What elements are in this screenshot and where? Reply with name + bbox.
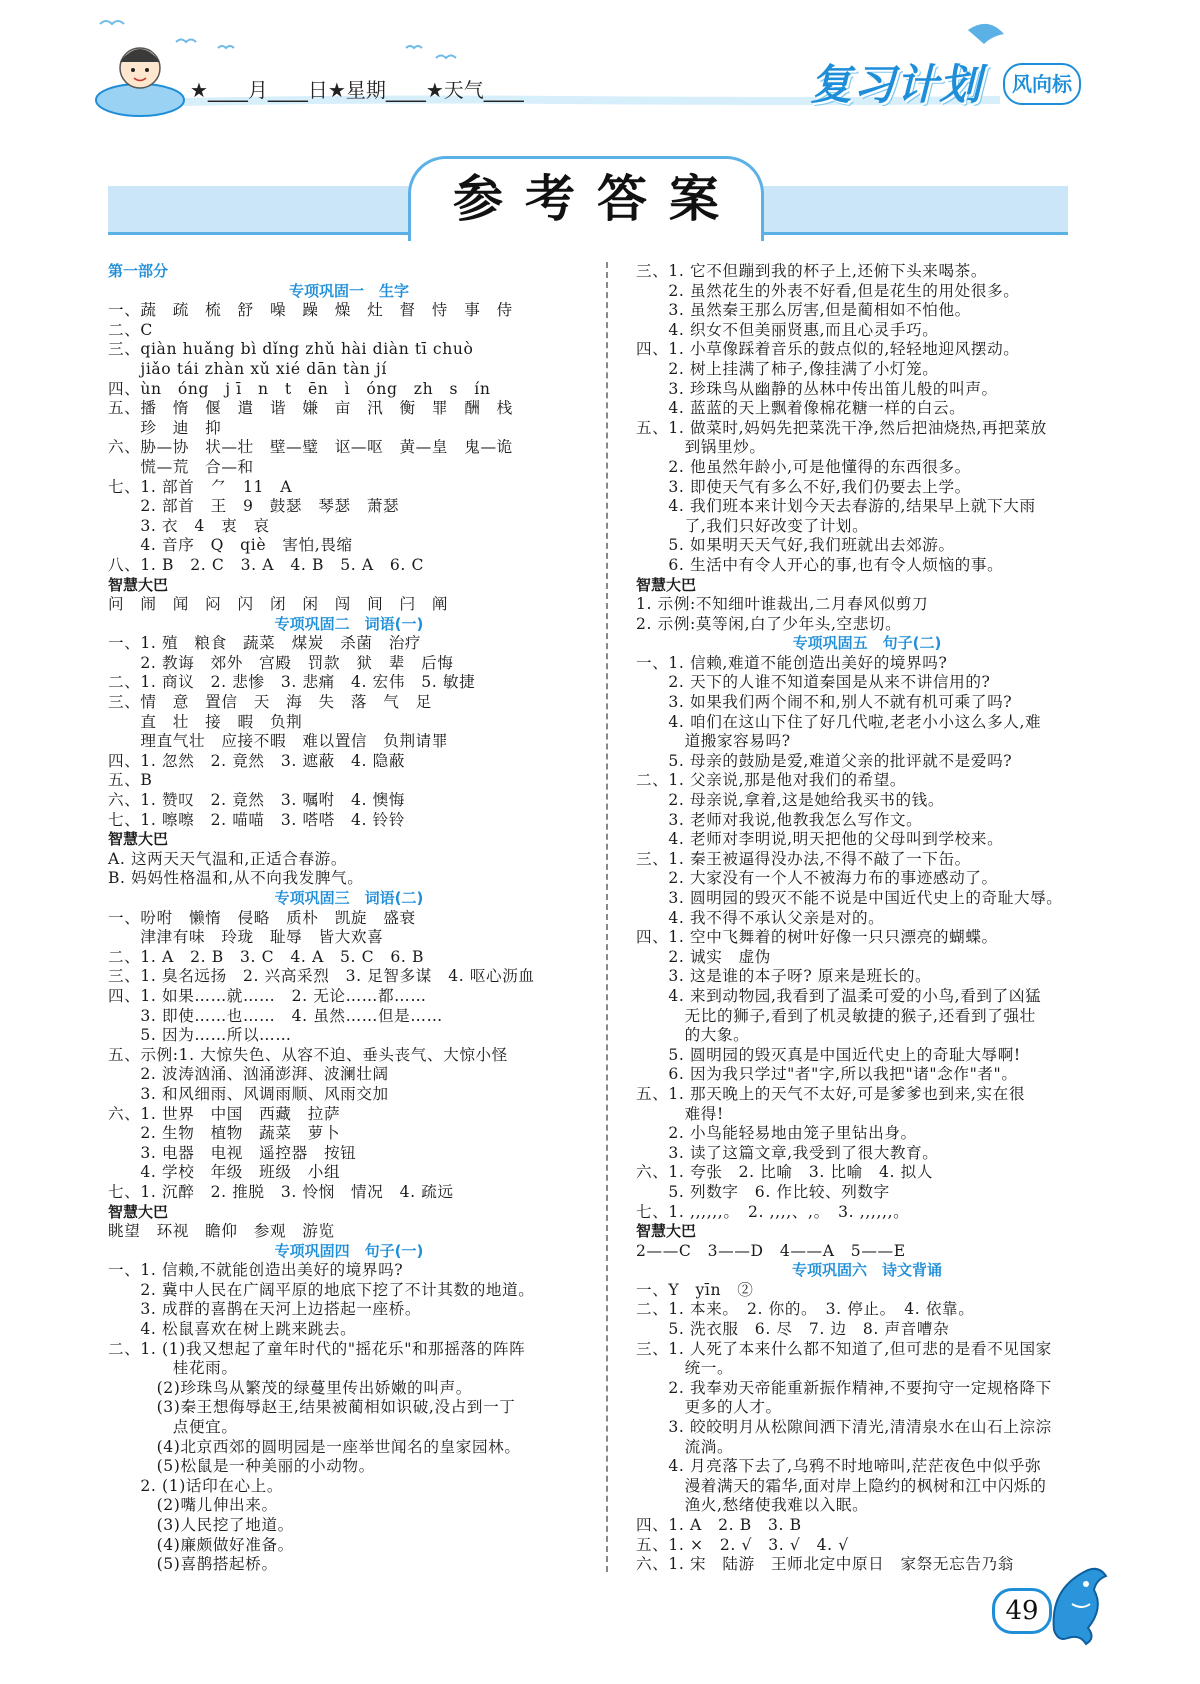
answer-line: 5. 列数字 6. 作比较、列数字 — [636, 1182, 890, 1201]
answer-line: 珍 迪 抑 — [108, 418, 222, 437]
answer-line: 2. 我奉劝天帝能重新振作精神,不要拘守一定规格降下 — [636, 1378, 1052, 1397]
answer-line: 七、1. ,,,,,,。 2. ,,,,、,。 3. ,,,,,,。 — [636, 1202, 910, 1221]
answer-line: 4. 织女不但美丽贤惠,而且心灵手巧。 — [636, 320, 939, 339]
answer-line: 五、1. 那天晚上的天气不太好,可是爹爹也到来,实在很 — [636, 1084, 1026, 1103]
answer-line: 七、1. 部首 ⺈ 11 A — [108, 477, 293, 496]
answer-line: 三、1. 它不但蹦到我的杯子上,还俯下头来喝茶。 — [636, 262, 988, 280]
child-mascot-icon — [96, 48, 184, 116]
answer-line: 四、1. 小草像踩着音乐的鼓点似的,轻轻地迎风摆动。 — [636, 340, 1020, 359]
answer-line: 流淌。 — [636, 1437, 734, 1456]
answer-line: 四、1. 如果……就…… 2. 无论……都…… — [108, 986, 427, 1005]
answer-line: 一、1. 信赖,不就能创造出美好的境界吗? — [108, 1261, 404, 1280]
bonus-heading: 智慧大巴 — [636, 575, 697, 594]
answer-line: 5. 如果明天天气好,我们班就出去郊游。 — [636, 536, 955, 555]
page-title: 参考答案 — [453, 170, 741, 228]
answer-line: 无比的狮子,看到了机灵敏捷的猴子,还看到了强壮 — [636, 1006, 1036, 1025]
answer-line: 4. 月亮落下去了,乌鸦不时地啼叫,茫茫夜色中似乎弥 — [636, 1457, 1042, 1476]
answer-line: 2. (1)话印在心上。 — [108, 1476, 284, 1495]
bonus-heading: 智慧大巴 — [108, 830, 169, 849]
answer-line: 四、1. 忽然 2. 竟然 3. 遮蔽 4. 隐蔽 — [108, 751, 406, 770]
answer-line: 4. 我们班本来计划今天去春游的,结果早上就下大雨 — [636, 497, 1036, 516]
answer-line: 5. 因为……所以…… — [108, 1026, 292, 1045]
part-heading: 第一部分 — [108, 262, 169, 280]
answer-line: 五、1. 做菜时,妈妈先把菜洗干净,然后把油烧热,再把菜放 — [636, 418, 1047, 437]
answer-line: 统一。 — [636, 1359, 734, 1378]
answer-line: 四、ùn óng j ī n t ēn ì óng zh s ín — [108, 379, 491, 398]
answer-line: 2. 他虽然年龄小,可是他懂得的东西很多。 — [636, 457, 971, 476]
answer-line: 津津有味 玲珑 耻辱 皆大欢喜 — [108, 928, 384, 947]
answer-line: 3. 成群的喜鹊在天河上边搭起一座桥。 — [108, 1300, 422, 1319]
answer-line: 2. 小鸟能轻易地由笼子里钻出身。 — [636, 1124, 917, 1143]
answer-line: 2. 虽然花生的外表不好看,但是花生的用处很多。 — [636, 281, 1020, 300]
answer-line: 4. 松鼠喜欢在树上跳来跳去。 — [108, 1320, 357, 1339]
answer-line: 2. 教诲 郊外 宫殿 罚款 狱 辈 后悔 — [108, 653, 454, 672]
answer-line: (2)嘴儿伸出来。 — [108, 1496, 278, 1515]
answers-right-column — [636, 262, 1098, 1575]
answer-line: 六、胁—协 状—壮 壁—璧 讴—呕 黄—皇 鬼—诡 — [108, 438, 513, 457]
answer-line: 二、1. 本来。 2. 你的。 3. 停止。 4. 依靠。 — [636, 1300, 975, 1319]
answer-line: 4. 咱们在这山下住了好几代啦,老老小小这么多人,难 — [636, 712, 1042, 731]
answer-line: 2. 天下的人谁不知道秦国是从来不讲信用的? — [636, 673, 991, 692]
answer-line: 漫着满天的霜华,面对岸上隐约的枫树和江中闪烁的 — [636, 1476, 1047, 1495]
answer-line: 五、示例:1. 大惊失色、从容不迫、垂头丧气、大惊小怪 — [108, 1045, 508, 1064]
answer-line: 一、1. 信赖,难道不能创造出美好的境界吗? — [636, 653, 948, 672]
answer-line: 3. 珍珠鸟从幽静的丛林中传出笛儿般的叫声。 — [636, 379, 998, 398]
answer-line: 6. 生活中有令人开心的事,也有令人烦恼的事。 — [636, 555, 1004, 574]
answer-line: 更多的人才。 — [636, 1398, 782, 1417]
answer-line: 五、播 惰 偃 遣 谐 嫌 亩 汛 衡 罪 酬 栈 — [108, 399, 513, 418]
answer-line: 2. 冀中人民在广阔平原的地底下挖了不计其数的地道。 — [108, 1280, 535, 1299]
answer-line: 2. 大家没有一个人不被海力布的事迹感动了。 — [636, 869, 998, 888]
answers-left-column — [108, 262, 590, 1575]
brand-title: 复习计划 — [810, 60, 983, 109]
answer-line: 三、1. 人死了本来什么都不知道了,但可悲的是看不见国家 — [636, 1339, 1052, 1358]
answer-line: 2. 部首 王 9 鼓瑟 琴瑟 萧瑟 — [108, 497, 400, 516]
answer-line: 2. 树上挂满了柿子,像挂满了小灯笼。 — [636, 359, 939, 378]
column-divider — [606, 262, 608, 1572]
answer-line: 5. 圆明园的毁灭真是中国近代史上的奇耻大辱啊! — [636, 1045, 1021, 1064]
answer-line: 二、1. 父亲说,那是他对我们的希望。 — [636, 771, 907, 790]
answer-line: 眺望 环视 瞻仰 参观 游览 — [108, 1222, 335, 1241]
section-heading: 专项巩固一 生字 — [288, 281, 409, 300]
page-number: 49 — [992, 1588, 1052, 1634]
answer-line: 3. 即使……也…… 4. 虽然……但是…… — [108, 1006, 443, 1025]
answer-line: 了,我们只好改变了计划。 — [636, 516, 869, 535]
answer-line: 五、B — [108, 771, 153, 790]
section-heading: 专项巩固四 句子(一) — [274, 1241, 424, 1260]
answer-line: 3. 电器 电视 遥控器 按钮 — [108, 1143, 357, 1162]
title-box — [408, 156, 764, 241]
answer-line: 5. 母亲的鼓励是爱,难道父亲的批评就不是爱吗? — [636, 751, 1013, 770]
answer-line: 问 闹 闻 闷 闪 闭 闲 闯 间 闩 阐 — [108, 595, 449, 614]
answer-line: 七、1. 嚓嚓 2. 喵喵 3. 嗒嗒 4. 铃铃 — [108, 810, 406, 829]
answer-line: 3. 即使天气有多么不好,我们仍要去上学。 — [636, 477, 971, 496]
answer-line: 2. 母亲说,拿着,这是她给我买书的钱。 — [636, 791, 945, 810]
answer-line: 一、Y yīn ② — [636, 1280, 754, 1299]
answer-line: 理直气壮 应接不暇 难以置信 负荆请罪 — [108, 732, 449, 751]
answer-line: 四、1. 空中飞舞着的树叶好像一只只漂亮的蝴蝶。 — [636, 928, 998, 947]
section-heading: 专项巩固六 诗文背诵 — [791, 1261, 942, 1280]
answer-line: 2. 诚实 虚伪 — [636, 947, 771, 966]
answer-line: B. 妈妈性格温和,从不向我发脾气。 — [108, 869, 364, 888]
section-heading: 专项巩固三 词语(二) — [274, 889, 424, 907]
answer-line: 一、1. 殖 粮食 蔬菜 煤炭 杀菌 治疗 — [108, 634, 422, 653]
answer-line: 3. 老师对我说,他教我怎么写作文。 — [636, 810, 923, 829]
answer-line: 4. 学校 年级 班级 小组 — [108, 1163, 341, 1182]
answer-line: 3. 读了这篇文章,我受到了很大教育。 — [636, 1143, 939, 1162]
answer-line: 七、1. 沉醉 2. 推脱 3. 怜悯 情况 4. 疏远 — [108, 1182, 454, 1201]
answer-line: 六、1. 夸张 2. 比喻 3. 比喻 4. 拟人 — [636, 1163, 934, 1182]
answer-line: 5. 洗衣服 6. 尽 7. 边 8. 声音嘈杂 — [636, 1320, 950, 1339]
answer-line: 2——C 3——D 4——A 5——E — [636, 1241, 906, 1260]
answer-line: 直 壮 接 暇 负荆 — [108, 712, 303, 731]
answer-line: (5)松鼠是一种美丽的小动物。 — [108, 1457, 375, 1476]
answer-line: 1. 示例:不知细叶谁裁出,二月春风似剪刀 — [636, 595, 929, 614]
answer-line: 3. 和风细雨、风调雨顺、风雨交加 — [108, 1084, 389, 1103]
dolphin-logo-icon — [968, 24, 1004, 44]
answer-line: 到锅里炒。 — [636, 438, 766, 457]
answer-line: (4)北京西郊的圆明园是一座举世闻名的皇家园林。 — [108, 1437, 521, 1456]
answer-line: 三、1. 臭名远扬 2. 兴高采烈 3. 足智多谋 4. 呕心沥血 — [108, 967, 535, 986]
answer-line: 4. 老师对李明说,明天把他的父母叫到学校来。 — [636, 830, 1004, 849]
answer-line: 3. 虽然秦王那么厉害,但是蔺相如不怕他。 — [636, 301, 971, 320]
answer-line: 八、1. B 2. C 3. A 4. B 5. A 6. C — [108, 555, 425, 574]
answer-line: 3. 圆明园的毁灭不能不说是中国近代史上的奇耻大辱。 — [636, 889, 1063, 907]
answer-line: (5)喜鹊搭起桥。 — [108, 1555, 278, 1574]
answer-line: 2. 示例:莫等闲,白了少年头,空悲切。 — [636, 614, 902, 633]
answer-line: 2. 生物 植物 蔬菜 萝卜 — [108, 1124, 341, 1143]
answer-line: (4)廉颇做好准备。 — [108, 1535, 294, 1554]
answer-line: 4. 来到动物园,我看到了温柔可爱的小鸟,看到了凶猛 — [636, 986, 1042, 1005]
answer-line: 五、1. × 2. √ 3. √ 4. √ — [636, 1535, 849, 1554]
answer-line: 一、吩咐 懒惰 侵略 质朴 凯旋 盛衰 — [108, 908, 416, 927]
answer-line: 的大象。 — [636, 1026, 750, 1045]
dolphin-mascot-icon — [1042, 1560, 1112, 1650]
answer-line: 六、1. 世界 中国 西藏 拉萨 — [108, 1104, 341, 1123]
answer-line: 3. 衣 4 衷 哀 — [108, 516, 270, 535]
answer-line: 二、1. (1)我又想起了童年时代的"摇花乐"和那摇落的阵阵 — [108, 1339, 526, 1358]
answer-line: (2)珍珠鸟从繁茂的绿蔓里传出娇嫩的叫声。 — [108, 1378, 472, 1397]
answer-line: 三、情 意 置信 天 海 失 落 气 足 — [108, 693, 432, 712]
brand-subtitle: 风向标 — [1003, 63, 1081, 105]
answer-line: 四、1. A 2. B 3. B — [636, 1516, 802, 1534]
answer-line: 三、1. 秦王被逼得没办法,不得不敲了一下缶。 — [636, 849, 971, 868]
answer-line: 三、qiàn huǎng bì dǐng zhǔ hài diàn tī chuò — [108, 340, 474, 359]
answer-line: 二、C — [108, 320, 153, 339]
section-heading: 专项巩固二 词语(一) — [274, 614, 424, 633]
answer-line: 4. 蓝蓝的天上飘着像棉花糖一样的白云。 — [636, 399, 966, 418]
bonus-heading: 智慧大巴 — [108, 1202, 169, 1221]
answer-line: 渔火,愁绪使我难以入眠。 — [636, 1496, 869, 1515]
answer-line: 难得! — [636, 1104, 724, 1123]
bonus-heading: 智慧大巴 — [636, 1222, 697, 1241]
answer-line: 4. 我不得不承认父亲是对的。 — [636, 908, 885, 927]
answer-line: A. 这两天天气温和,正适合春游。 — [108, 849, 348, 868]
answer-line: 二、1. A 2. B 3. C 4. A 5. C 6. B — [108, 947, 425, 966]
answer-line: (3)人民挖了地道。 — [108, 1516, 294, 1534]
answer-line: 3. 这是谁的本子呀? 原来是班长的。 — [636, 967, 932, 986]
answer-line: 道搬家容易吗? — [636, 732, 791, 751]
bonus-heading: 智慧大巴 — [108, 575, 169, 594]
answer-line: 桂花雨。 — [108, 1359, 238, 1378]
answer-line: (3)秦王想侮辱赵王,结果被蔺相如识破,没占到一丁 — [108, 1398, 516, 1417]
answer-line: 六、1. 宋 陆游 王师北定中原日 家祭无忘告乃翁 — [636, 1555, 1014, 1574]
page-header — [0, 0, 1200, 140]
date-weather-line: ★____月____日★星期____★天气____ — [190, 78, 524, 102]
answer-line: 2. 波涛汹涌、汹涌澎湃、波澜壮阔 — [108, 1065, 389, 1084]
answer-line: 点便宜。 — [108, 1418, 238, 1437]
answer-line: 3. 皎皎明月从松隙间洒下清光,清清泉水在山石上淙淙 — [636, 1418, 1052, 1437]
answer-line: 一、蔬 疏 梳 舒 噪 躁 燥 灶 督 恃 事 侍 — [108, 301, 513, 320]
answer-line: 慌—荒 合—和 — [108, 457, 254, 476]
section-heading: 专项巩固五 句子(二) — [792, 634, 942, 653]
answer-line: 6. 因为我只学过"者"字,所以我把"诸"念作"者"。 — [636, 1065, 1018, 1084]
answer-line: 4. 音序 Q qiè 害怕,畏缩 — [108, 536, 353, 555]
answer-line: 二、1. 商议 2. 悲惨 3. 悲痛 4. 宏伟 5. 敏捷 — [108, 673, 476, 692]
answer-line: 3. 如果我们两个闹不和,别人不就有机可乘了吗? — [636, 693, 1013, 712]
answer-line: 六、1. 赞叹 2. 竟然 3. 嘱咐 4. 懊悔 — [108, 791, 406, 810]
answer-line: jiǎo tái zhàn xǔ xié dān tàn jí — [108, 359, 387, 378]
